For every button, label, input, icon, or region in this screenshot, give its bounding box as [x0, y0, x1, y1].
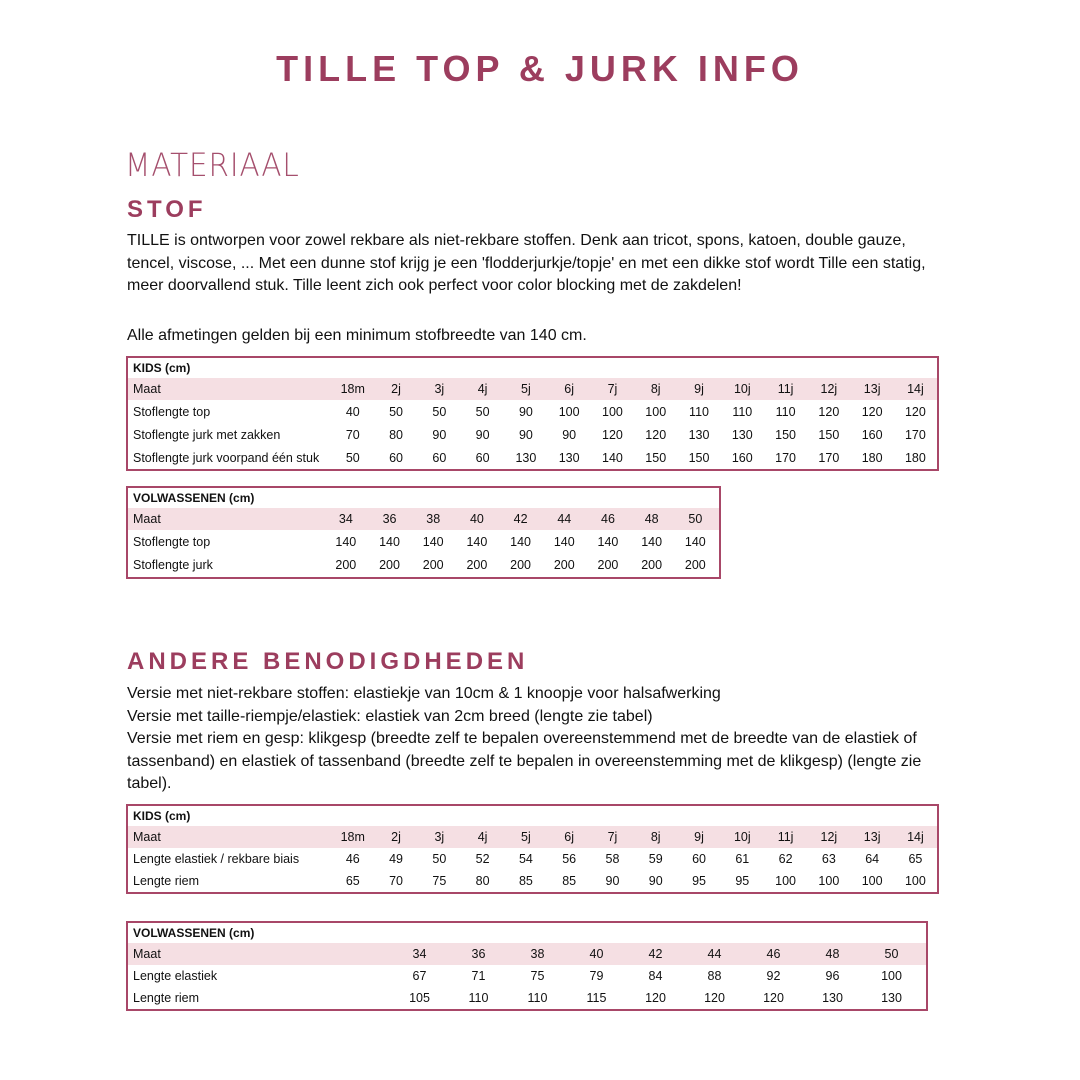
table-row: [128, 987, 926, 1009]
table-cell: 100: [881, 969, 902, 983]
table-cell: 9j: [694, 830, 704, 844]
table-caption: KIDS (cm): [133, 809, 191, 823]
table-cell: 75: [530, 969, 545, 983]
table-cell: 58: [605, 852, 620, 866]
table-cell: 50: [475, 404, 490, 419]
row-label: Maat: [133, 512, 161, 526]
table-cell: 50: [432, 852, 447, 866]
row-label: Stoflengte top: [133, 534, 211, 549]
table-cell: 200: [597, 558, 619, 572]
table-cell: 90: [648, 874, 663, 888]
table-cell: 140: [466, 534, 488, 549]
table-cell: 170: [904, 428, 926, 442]
table-cell: 65: [908, 852, 923, 866]
table-cell: 5j: [521, 830, 531, 844]
table-cell: 100: [818, 874, 840, 888]
andere-heading: ANDERE BENODIGDHEDEN: [127, 648, 529, 675]
row-label: Maat: [133, 382, 161, 396]
table-cell: 130: [881, 991, 902, 1005]
table-cell: 54: [518, 852, 533, 866]
table-cell: 11j: [777, 830, 794, 844]
table-cell: 11j: [777, 382, 794, 396]
table-cell: 90: [518, 428, 533, 442]
page-title: TILLE TOP & JURK INFO: [276, 48, 804, 89]
table-cell: 88: [707, 969, 722, 983]
table-cell: 40: [589, 947, 604, 961]
table-cell: 110: [689, 404, 709, 419]
table-cell: 49: [389, 852, 403, 866]
table-cell: 40: [469, 512, 484, 526]
table-cell: 44: [557, 512, 572, 526]
table-cell: 10j: [733, 830, 751, 844]
table-cell: 200: [422, 558, 444, 572]
table-cell: 150: [645, 451, 667, 465]
table-row: [128, 553, 719, 577]
table-cell: 100: [602, 404, 623, 419]
table-cell: 200: [553, 558, 575, 572]
table-cell: 140: [684, 534, 706, 549]
table-cell: 200: [510, 558, 532, 572]
table-cell: 65: [345, 874, 360, 888]
table-cell: 60: [432, 451, 447, 465]
table-cell: 60: [389, 451, 403, 465]
andere-line-3: Versie met riem en gesp: klikgesp (breedte zelf te bepalen overeenstemmend met de breedte van de elastiek of tassenband) en elastiek of tassenband (breedte zelf te bepalen in overeenstemming met de klikgesp) (lengte zie tabel).: [127, 730, 922, 792]
table-cell: 60: [475, 451, 490, 465]
table-cell: 70: [345, 428, 360, 442]
table-cell: 7j: [607, 382, 618, 396]
table-cell: 180: [904, 451, 926, 465]
table-cell: 36: [382, 512, 397, 526]
table-cell: 56: [562, 852, 577, 866]
table-caption: VOLWASSENEN (cm): [133, 926, 255, 940]
kids-fabric-table: [126, 356, 939, 471]
table-cell: 85: [518, 874, 533, 888]
table-cell: 18m: [340, 382, 365, 396]
table-cell: 90: [432, 428, 447, 442]
table-cell: 2j: [391, 382, 401, 396]
table-cell: 120: [818, 404, 840, 419]
table-cell: 180: [861, 451, 883, 465]
table-cell: 140: [602, 451, 623, 465]
table-cell: 60: [692, 852, 706, 866]
table-cell: 2j: [391, 830, 401, 844]
table-cell: 90: [605, 874, 620, 888]
table-cell: 170: [775, 451, 796, 465]
row-label: Maat: [133, 947, 161, 961]
table-cell: 13j: [863, 830, 881, 844]
table-cell: 120: [602, 428, 623, 442]
table-cell: 105: [409, 991, 430, 1005]
table-cell: 100: [558, 404, 580, 419]
table-row: [128, 870, 937, 892]
table-cell: 9j: [694, 382, 704, 396]
table-cell: 140: [641, 534, 663, 549]
stof-note: Alle afmetingen gelden bij een minimum stofbreedte van 140 cm.: [127, 327, 587, 344]
table-cell: 46: [601, 512, 615, 526]
table-cell: 120: [645, 991, 666, 1005]
table-cell: 130: [822, 991, 843, 1005]
table-cell: 7j: [607, 830, 618, 844]
table-cell: 150: [818, 428, 840, 442]
row-label: Maat: [133, 830, 161, 844]
table-cell: 6j: [564, 830, 575, 844]
andere-line-2: Versie met taille-riempje/elastiek: elastiek van 2cm breed (lengte zie tabel): [127, 707, 653, 725]
table-header-row: [128, 508, 719, 530]
table-cell: 8j: [650, 830, 661, 844]
table-cell: 12j: [820, 830, 838, 844]
table-cell: 67: [412, 969, 427, 983]
stof-description: TILLE is ontworpen voor zowel rekbare als niet-rekbare stoffen. Denk aan tricot, spons, katoen, double gauze, tencel, viscose, ... Met een dunne stof krijg je een 'flodderjurkje/topje' en met een dikke stof wordt Tille een statig, meer doorvallend stuk. Tille leent zich ook perfect voor color blocking met de zakdelen!: [127, 232, 926, 294]
table-cell: 140: [379, 534, 400, 549]
table-cell: 42: [513, 512, 528, 526]
table-cell: 140: [510, 534, 532, 549]
table-row: [128, 848, 937, 870]
table-row: [128, 965, 926, 987]
table-row: [128, 400, 937, 423]
table-cell: 59: [648, 852, 663, 866]
table-cell: 200: [641, 558, 663, 572]
kids-elastic-table: [126, 804, 939, 894]
table-cell: 61: [735, 852, 750, 866]
table-cell: 4j: [477, 382, 488, 396]
table-cell: 12j: [820, 382, 838, 396]
table-cell: 5j: [521, 382, 531, 396]
table-cell: 120: [861, 404, 883, 419]
table-cell: 160: [861, 428, 883, 442]
table-cell: 100: [775, 874, 796, 888]
table-cell: 50: [688, 512, 703, 526]
table-cell: 96: [825, 969, 840, 983]
table-cell: 14j: [907, 830, 924, 844]
table-cell: 4j: [477, 830, 488, 844]
table-cell: 42: [648, 947, 663, 961]
table-cell: 170: [818, 451, 840, 465]
table-caption: VOLWASSENEN (cm): [133, 491, 255, 505]
table-cell: 34: [412, 947, 427, 961]
andere-line-1: Versie met niet-rekbare stoffen: elastiekje van 10cm & 1 knoopje voor halsafwerking: [127, 685, 721, 702]
table-cell: 200: [379, 558, 400, 572]
stof-paragraph: [127, 230, 947, 298]
table-cell: 150: [775, 428, 796, 442]
table-cell: 120: [645, 428, 667, 442]
table-cell: 95: [735, 874, 750, 888]
table-cell: 70: [389, 874, 403, 888]
table-cell: 8j: [650, 382, 661, 396]
table-cell: 3j: [434, 830, 445, 844]
table-cell: 40: [345, 404, 360, 419]
table-cell: 50: [432, 404, 447, 419]
row-label: Lengte riem: [133, 991, 200, 1005]
table-cell: 13j: [863, 382, 881, 396]
table-header-row: [128, 943, 926, 965]
table-cell: 50: [884, 947, 899, 961]
table-cell: 52: [475, 852, 490, 866]
table-caption: KIDS (cm): [133, 361, 191, 375]
table-cell: 95: [692, 874, 706, 888]
table-cell: 80: [389, 428, 403, 442]
table-cell: 48: [825, 947, 840, 961]
table-cell: 130: [515, 451, 537, 465]
table-cell: 140: [422, 534, 444, 549]
table-cell: 100: [645, 404, 667, 419]
table-cell: 38: [530, 947, 545, 961]
table-cell: 120: [704, 991, 725, 1005]
table-cell: 62: [778, 852, 793, 866]
adults-elastic-table: [126, 921, 928, 1011]
table-cell: 200: [335, 558, 357, 572]
adults-fabric-table: [126, 486, 721, 579]
table-cell: 44: [707, 947, 722, 961]
row-label: Lengte riem: [133, 874, 200, 888]
table-cell: 90: [475, 428, 490, 442]
table-cell: 14j: [907, 382, 924, 396]
table-row: [128, 530, 719, 553]
table-cell: 100: [904, 874, 926, 888]
table-cell: 46: [766, 947, 781, 961]
table-cell: 130: [731, 428, 753, 442]
table-cell: 200: [684, 558, 706, 572]
table-cell: 63: [821, 852, 836, 866]
row-label: Lengte elastiek: [133, 969, 218, 983]
table-cell: 120: [904, 404, 926, 419]
table-cell: 130: [688, 428, 710, 442]
materiaal-heading: MATERIAAL: [125, 146, 300, 184]
table-header-row: [128, 378, 937, 400]
table-cell: 48: [644, 512, 659, 526]
row-label: Stoflengte jurk voorpand één stuk: [133, 451, 320, 465]
table-cell: 110: [468, 991, 489, 1005]
table-cell: 110: [775, 404, 796, 419]
andere-paragraph: [127, 683, 947, 796]
table-cell: 85: [562, 874, 577, 888]
table-cell: 36: [471, 947, 486, 961]
table-cell: 3j: [434, 382, 445, 396]
table-cell: 75: [432, 874, 447, 888]
table-cell: 130: [558, 451, 580, 465]
table-cell: 90: [518, 404, 533, 419]
row-label: Stoflengte jurk met zakken: [133, 428, 281, 442]
table-row: [128, 447, 937, 469]
table-cell: 6j: [564, 382, 575, 396]
table-header-row: [128, 826, 937, 848]
row-label: Lengte elastiek / rekbare biais: [133, 852, 300, 866]
table-cell: 84: [648, 969, 663, 983]
table-cell: 71: [471, 969, 486, 983]
table-cell: 38: [426, 512, 441, 526]
table-cell: 18m: [340, 830, 365, 844]
table-cell: 50: [389, 404, 403, 419]
table-cell: 200: [466, 558, 488, 572]
table-cell: 80: [475, 874, 490, 888]
row-label: Stoflengte jurk: [133, 558, 213, 572]
table-cell: 92: [766, 969, 781, 983]
stof-heading: STOF: [127, 196, 207, 223]
table-cell: 160: [731, 451, 753, 465]
table-row: [128, 423, 937, 447]
row-label: Stoflengte top: [133, 404, 211, 419]
table-cell: 150: [688, 451, 710, 465]
table-cell: 34: [338, 512, 353, 526]
table-cell: 100: [861, 874, 883, 888]
table-cell: 140: [553, 534, 575, 549]
table-cell: 64: [865, 852, 880, 866]
table-cell: 140: [335, 534, 357, 549]
table-cell: 110: [732, 404, 753, 419]
table-cell: 46: [345, 852, 360, 866]
table-cell: 110: [527, 991, 548, 1005]
table-cell: 79: [589, 969, 604, 983]
table-cell: 10j: [733, 382, 751, 396]
table-cell: 140: [597, 534, 619, 549]
table-cell: 90: [562, 428, 577, 442]
table-cell: 50: [345, 451, 360, 465]
table-cell: 115: [586, 991, 607, 1005]
table-cell: 120: [763, 991, 784, 1005]
